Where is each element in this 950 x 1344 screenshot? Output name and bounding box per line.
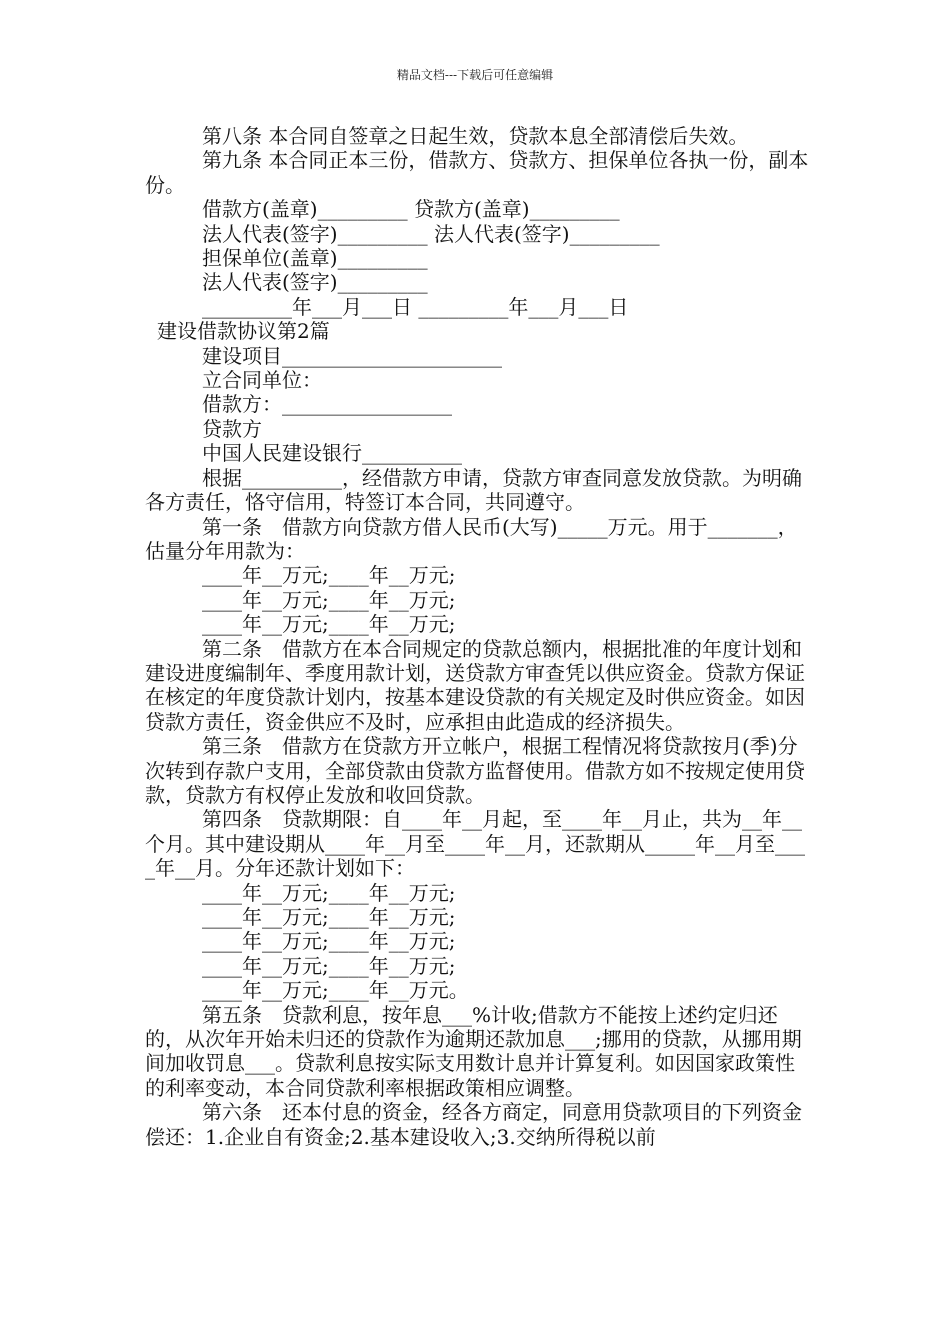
document-paragraph: 第三条 借款方在贷款方开立帐户，根据工程情况将贷款按月(季)分次转到存款户支用，全部贷款由贷款方监督使用。借款方如不按规定使用贷款，贷款方有权停止发放和收回贷款。 (145, 734, 805, 807)
document-paragraph: 建设项目______________________ (202, 343, 502, 368)
document-paragraph: ____年__万元;____年__万元; (202, 929, 456, 954)
document-paragraph: 立合同单位： (202, 368, 322, 393)
document-paragraph: 第六条 还本付息的资金，经各方商定，同意用贷款项目的下列资金偿还：1.企业自有资金;2.基本建设收入;3.交纳所得税以前 (145, 1100, 802, 1149)
document-paragraph: 第四条 贷款期限：自____年__月起，至____年__月止，共为__年__个月。其中建设期从____年__月至____年__月，还款期从_____年__月至____年__月。分年还款计划如下： (145, 807, 805, 881)
document-paragraph: 法人代表(签字)_________ 法人代表(签字)_________ (202, 221, 660, 246)
document-paragraph: 建设借款协议第2篇 (157, 319, 330, 344)
document-paragraph: 第一条 借款方向贷款方借人民币(大写)_____万元。用于_______，估量分年用款为： (145, 514, 798, 563)
document-paragraph: ____年__万元;____年__万元; (202, 905, 456, 929)
document-paragraph: _________年___月___日 _________年___月___日 (202, 294, 629, 319)
document-paragraph: 第八条 本合同自签章之日起生效，贷款本息全部清偿后失效。 (202, 124, 749, 148)
document-paragraph: 借款方：_________________ (202, 392, 452, 417)
document-paragraph: ____年__万元;____年__万元; (202, 953, 456, 978)
document-paragraph: ____年__万元;____年__万元; (202, 612, 456, 637)
document-paragraph: 借款方(盖章)_________ 贷款方(盖章)_________ (202, 197, 620, 222)
document-paragraph: 第九条 本合同正本三份，借款方、贷款方、担保单位各执一份，副本份。 (145, 148, 809, 197)
document-paragraph: ____年__万元;____年__万元; (202, 587, 456, 612)
document-body (145, 124, 810, 1149)
document-paragraph: 第五条 贷款利息，按年息___%计收;借款方不能按上述约定归还的，从次年开始未归还的贷款作为逾期还款加息___;挪用的贷款，从挪用期间加收罚息___。贷款利息按实际支用数计息并计算复利。如因国家政策性的利率变动，本合同贷款利率根据政策相应调整。 (145, 1002, 802, 1100)
document-paragraph: 第二条 借款方在本合同规定的贷款总额内，根据批准的年度计划和建设进度编制年、季度用款计划，送贷款方审查凭以供应资金。贷款方保证在核定的年度贷款计划内，按基本建设贷款的有关规定及时供应资金。如因贷款方责任，资金供应不及时，应承担由此造成的经济损失。 (145, 636, 805, 734)
document-paragraph: 担保单位(盖章)_________ (202, 246, 428, 271)
document-paragraph: ____年__万元;____年__万元; (202, 563, 456, 588)
page-header: 精品文档---下载后可任意编辑 (396, 68, 554, 82)
document-paragraph: 贷款方 (202, 416, 262, 441)
document-paragraph: 中国人民建设银行__________ (202, 441, 462, 466)
document-paragraph: ____年__万元;____年__万元; (202, 880, 456, 905)
document-paragraph: ____年__万元;____年__万元。 (202, 978, 469, 1003)
document-paragraph: 根据__________，经借款方申请，贷款方审查同意发放贷款。为明确各方责任，恪守信用，特签订本合同，共同遵守。 (145, 465, 802, 515)
document-paragraph: 法人代表(签字)_________ (202, 270, 428, 295)
